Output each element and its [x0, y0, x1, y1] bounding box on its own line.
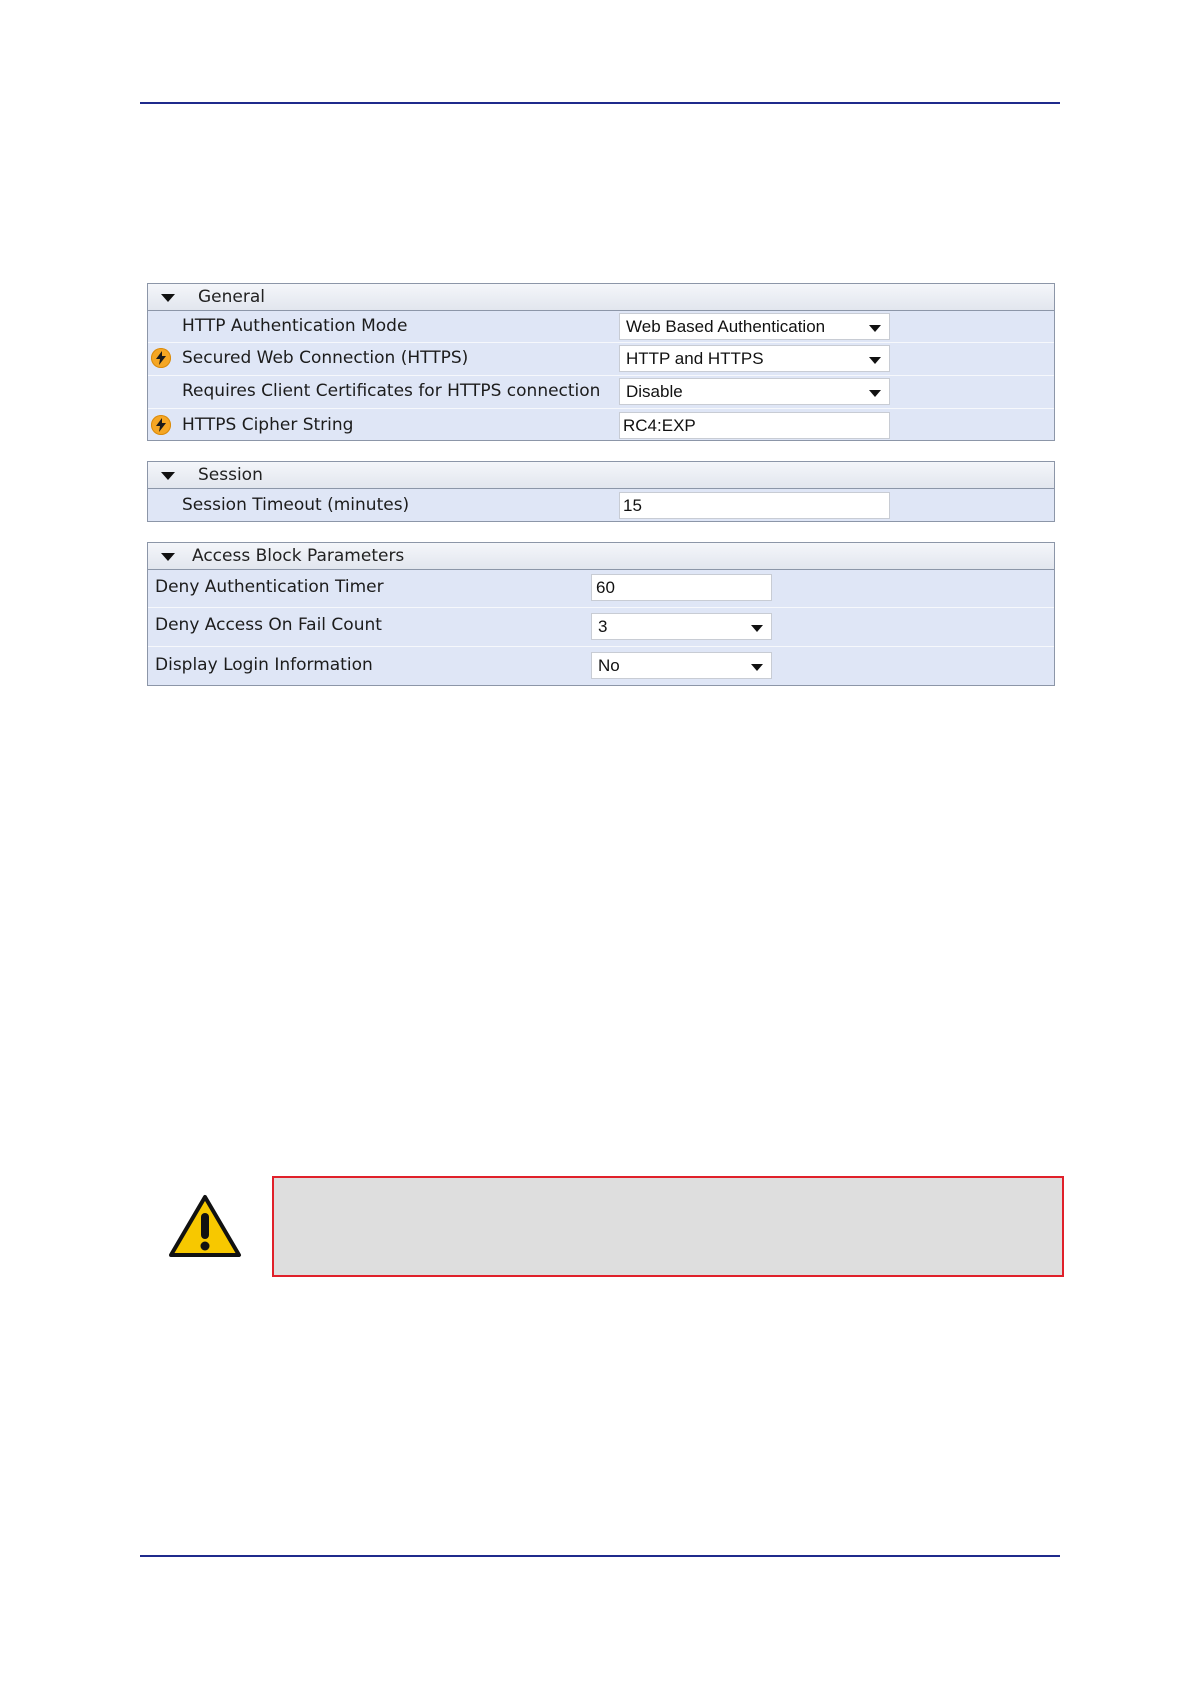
note-box	[272, 1176, 1064, 1277]
field-label: Session Timeout (minutes)	[182, 495, 410, 515]
footer-rule	[140, 1555, 1060, 1557]
form-row-secured-web-connection	[148, 343, 1054, 376]
chevron-down-icon[interactable]	[869, 390, 881, 397]
chevron-down-icon[interactable]	[751, 625, 763, 632]
caret-down-icon[interactable]	[161, 294, 175, 302]
chevron-down-icon[interactable]	[751, 664, 763, 671]
https-cipher-string-input[interactable]	[619, 412, 890, 439]
lightning-bolt-icon	[151, 348, 171, 368]
lightning-bolt-icon	[151, 415, 171, 435]
http-auth-mode-select[interactable]	[619, 313, 890, 340]
select-value: No	[598, 656, 620, 675]
field-label: Display Login Information	[155, 655, 373, 675]
select-value: HTTP and HTTPS	[626, 349, 764, 368]
form-row-deny-access-fail-count	[148, 608, 1054, 647]
field-label: HTTP Authentication Mode	[182, 316, 408, 336]
secured-web-connection-select[interactable]	[619, 345, 890, 372]
input-value: 60	[596, 578, 615, 597]
chevron-down-icon[interactable]	[869, 325, 881, 332]
form-row-deny-auth-timer	[148, 570, 1054, 608]
section-title: General	[198, 287, 265, 307]
form-row-client-certificates	[148, 376, 1054, 409]
select-value: Web Based Authentication	[626, 317, 826, 336]
form-row-display-login-info	[148, 647, 1054, 686]
session-panel	[147, 461, 1055, 522]
field-label: Deny Authentication Timer	[155, 577, 384, 597]
section-title: Session	[198, 465, 263, 485]
input-value: RC4:EXP	[623, 416, 696, 435]
deny-access-fail-count-select[interactable]	[591, 613, 772, 640]
deny-auth-timer-input[interactable]	[591, 574, 772, 601]
access-block-panel	[147, 542, 1055, 686]
field-label: Secured Web Connection (HTTPS)	[182, 348, 469, 368]
session-timeout-input[interactable]	[619, 492, 890, 519]
general-panel	[147, 283, 1055, 441]
select-value: Disable	[626, 382, 683, 401]
header-rule	[140, 102, 1060, 104]
chevron-down-icon[interactable]	[869, 357, 881, 364]
form-row-http-auth-mode	[148, 311, 1054, 343]
field-label: HTTPS Cipher String	[182, 415, 354, 435]
access-block-section-header[interactable]	[148, 543, 1054, 570]
select-value: 3	[598, 617, 608, 636]
warning-triangle-icon	[168, 1193, 242, 1263]
section-title: Access Block Parameters	[192, 546, 405, 566]
caret-down-icon[interactable]	[161, 472, 175, 480]
form-row-session-timeout	[148, 489, 1054, 521]
form-row-https-cipher-string	[148, 409, 1054, 442]
field-label: Deny Access On Fail Count	[155, 615, 382, 635]
general-section-header[interactable]	[148, 284, 1054, 311]
input-value: 15	[623, 496, 642, 515]
client-certificates-select[interactable]	[619, 378, 890, 405]
caret-down-icon[interactable]	[161, 553, 175, 561]
field-label: Requires Client Certificates for HTTPS connection	[182, 381, 601, 401]
display-login-info-select[interactable]	[591, 652, 772, 679]
session-section-header[interactable]	[148, 462, 1054, 489]
